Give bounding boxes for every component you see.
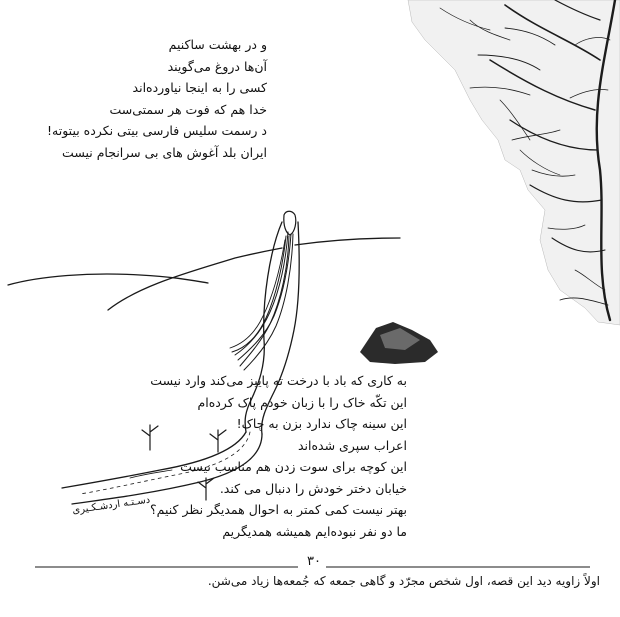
poem-line: خدا هم که فوت هر سمتی‌ست <box>109 101 267 117</box>
poem-line: کسی را به اینجا نیاورده‌اند <box>132 80 267 95</box>
poem-line: خیابان دختر خودش را دنبال می کند. <box>219 480 407 496</box>
poem-line: آن‌ها دروغ می‌گویند <box>167 58 267 74</box>
poem-line: ایران بلد آغوش های بی سرانجام نیست <box>62 144 267 160</box>
poem-stanza-bottom <box>150 370 407 542</box>
poem-line: ما دو نفر نبوده‌ایم همیشه همدیگریم <box>222 523 407 539</box>
tree-photo <box>408 0 620 325</box>
artist-signature: دسـتـه اردشـکـیری <box>71 494 151 517</box>
page-number: ۳۰ <box>303 554 325 569</box>
footnote: اولاً زاویه دید این قصه، اول شخص مجرّد و گاهی جمعه که جُمعه‌ها زیاد می‌شن. <box>207 574 600 588</box>
poem-line: این تکّه خاک را با زبان خودم پاک کرده‌ام <box>197 394 407 410</box>
poem-line: د رسمت سلیس فارسی بیتی نکرده بیتوته! <box>47 123 267 138</box>
poem-stanza-top <box>47 34 267 163</box>
poem-line: و در بهشت ساکنیم <box>168 37 267 52</box>
poem-line: این سینه چاک ندارد بزن به چاک! <box>236 416 407 431</box>
poem-line: بهتر نیست کمی کمتر به احوال همدیگر نظر کنیم؟ <box>150 502 407 517</box>
poem-line: به کاری که باد با درخت ته پاییز می‌کند وارد نیست <box>150 373 407 388</box>
poem-line: اعراب سپری شده‌اند <box>297 437 407 453</box>
poem-line: این کوچه برای سوت زدن هم مناسب نیست <box>180 459 407 474</box>
